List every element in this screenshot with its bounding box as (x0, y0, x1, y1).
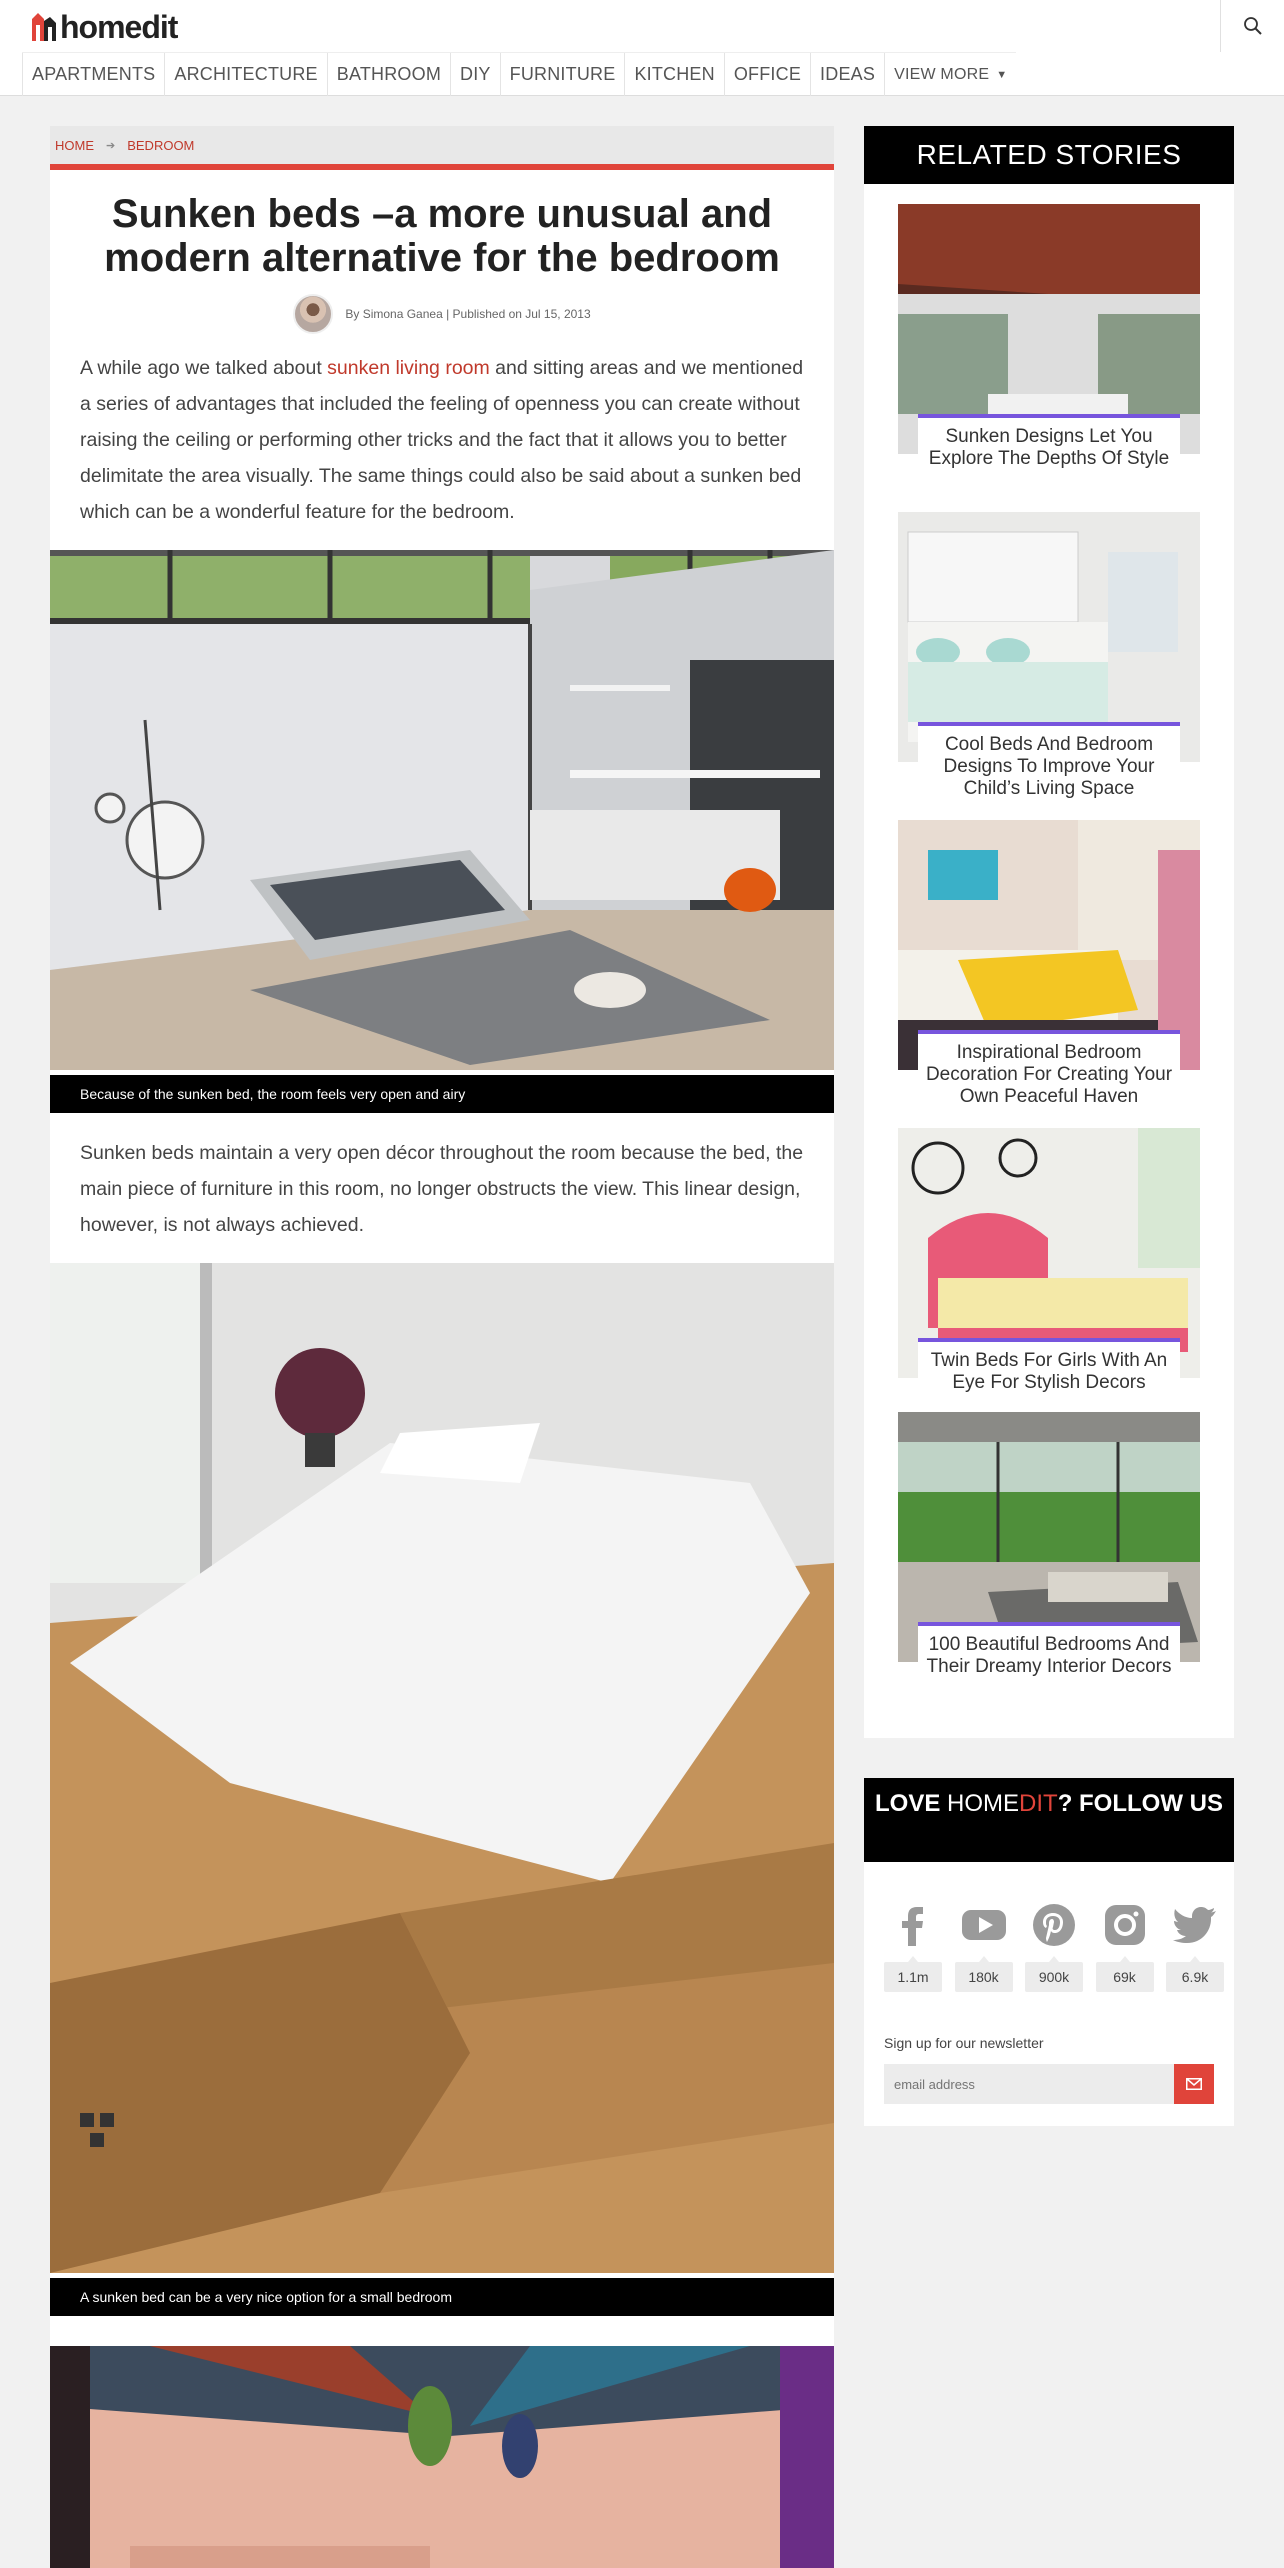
twitter-count: 6.9k (1166, 1962, 1224, 1992)
facebook-count: 1.1m (884, 1962, 942, 1992)
pinterest-icon[interactable] (1031, 1902, 1077, 1948)
related-story[interactable] (898, 1412, 1200, 1677)
paragraph-1 (50, 350, 834, 530)
related-story[interactable] (898, 1128, 1200, 1393)
figure-2-caption: A sunken bed can be a very nice option for a small bedroom (50, 2278, 834, 2316)
related-stories (864, 126, 1234, 1738)
caret-down-icon: ▼ (996, 68, 1008, 81)
breadcrumb-home[interactable]: HOME (55, 137, 94, 153)
breadcrumb-category[interactable]: BEDROOM (127, 137, 195, 153)
follow-heading (864, 1778, 1234, 1862)
article-title: Sunken beds –a more unusual and modern alternative for the bedroom (104, 192, 780, 280)
social-instagram[interactable] (1096, 1902, 1154, 1992)
bedroom-photo-2[interactable] (50, 1263, 834, 2273)
related-stories-heading: RELATED STORIES (864, 126, 1234, 184)
house-logo-icon (30, 11, 58, 43)
sunken-living-room-link[interactable]: sunken living room (327, 357, 490, 379)
story-title[interactable]: Inspirational Bedroom Decoration For Creating Your Own Peaceful Haven (918, 1034, 1180, 1108)
newsletter-form (884, 2064, 1214, 2104)
follow-heading-dit: DIT (1019, 1790, 1058, 1817)
byline (50, 294, 834, 334)
facebook-icon[interactable] (890, 1902, 936, 1948)
nav-item-kitchen[interactable]: KITCHEN (624, 53, 723, 96)
nav-view-more[interactable] (884, 53, 1016, 96)
story-title[interactable]: Cool Beds And Bedroom Designs To Improve Your Child’s Living Space (918, 726, 1180, 800)
site-header (0, 0, 1284, 96)
newsletter-email-input[interactable] (884, 2064, 1174, 2104)
figure-1-caption: Because of the sunken bed, the room feels very open and airy (50, 1075, 834, 1113)
p1-text-before: A while ago we talked about (80, 357, 328, 379)
author-avatar[interactable] (293, 294, 333, 334)
story-title[interactable]: 100 Beautiful Bedrooms And Their Dreamy Interior Decors (918, 1626, 1180, 1678)
follow-box (864, 1778, 1234, 2126)
story-title[interactable]: Sunken Designs Let You Explore The Depths Of Style (918, 418, 1180, 470)
social-facebook[interactable] (884, 1902, 942, 1992)
nav-item-ideas[interactable]: IDEAS (810, 53, 884, 96)
bedroom-photo-1[interactable] (50, 550, 834, 1070)
youtube-icon[interactable] (961, 1902, 1007, 1948)
newsletter-submit-button[interactable] (1174, 2064, 1214, 2104)
figure-3 (50, 2346, 834, 2568)
figure-1 (50, 550, 834, 1113)
breadcrumb (50, 126, 834, 164)
follow-heading-home: HOME (947, 1790, 1020, 1817)
site-logo[interactable] (30, 4, 177, 50)
article (50, 126, 834, 2568)
social-twitter[interactable] (1166, 1902, 1224, 1992)
related-story[interactable] (898, 820, 1200, 1107)
breadcrumb-arrow-icon: ➔ (106, 139, 116, 152)
nav-item-architecture[interactable]: ARCHITECTURE (164, 53, 326, 96)
main-nav (22, 52, 1016, 96)
twitter-icon[interactable] (1172, 1902, 1218, 1948)
instagram-count: 69k (1096, 1962, 1154, 1992)
story-title[interactable]: Twin Beds For Girls With An Eye For Stylish Decors (918, 1342, 1180, 1394)
pinterest-count: 900k (1025, 1962, 1083, 1992)
social-pinterest[interactable] (1025, 1902, 1083, 1992)
byline-text: By Simona Ganea | Published on Jul 15, 2013 (345, 307, 591, 321)
paragraph-2: Sunken beds maintain a very open décor throughout the room because the bed, the main piece of furniture in this room, no longer obstructs the view. This linear design, however, is not always achieved. (80, 1142, 804, 1236)
follow-heading-rest: ? FOLLOW US (1057, 1790, 1223, 1817)
nav-item-apartments[interactable]: APARTMENTS (22, 53, 164, 96)
nav-item-bathroom[interactable]: BATHROOM (327, 53, 450, 96)
search-button[interactable] (1220, 0, 1284, 52)
logo-text: homedit (60, 8, 178, 45)
envelope-icon (1186, 2078, 1202, 2090)
newsletter-label: Sign up for our newsletter (884, 2035, 1044, 2051)
nav-item-furniture[interactable]: FURNITURE (500, 53, 625, 96)
social-youtube[interactable] (955, 1902, 1013, 1992)
related-story[interactable] (898, 512, 1200, 799)
search-icon (1243, 16, 1263, 36)
bedroom-photo-3[interactable] (50, 2346, 834, 2568)
nav-item-diy[interactable]: DIY (450, 53, 500, 96)
figure-2 (50, 1263, 834, 2316)
view-more-label: VIEW MORE (894, 65, 990, 83)
social-links (884, 1902, 1224, 1992)
instagram-icon[interactable] (1102, 1902, 1148, 1948)
p1-text-after: and sitting areas and we mentioned a series of advantages that included the feeling of openness you can create without raising the ceiling or performing other tricks and the fact that it allows you to better delimitate the area visually. The same things could also be said about a sunken bed which can be a wonderful feature for the bedroom. (80, 357, 804, 523)
youtube-count: 180k (955, 1962, 1013, 1992)
nav-item-office[interactable]: OFFICE (724, 53, 810, 96)
related-story[interactable] (898, 204, 1200, 469)
follow-heading-love: LOVE (875, 1790, 948, 1817)
